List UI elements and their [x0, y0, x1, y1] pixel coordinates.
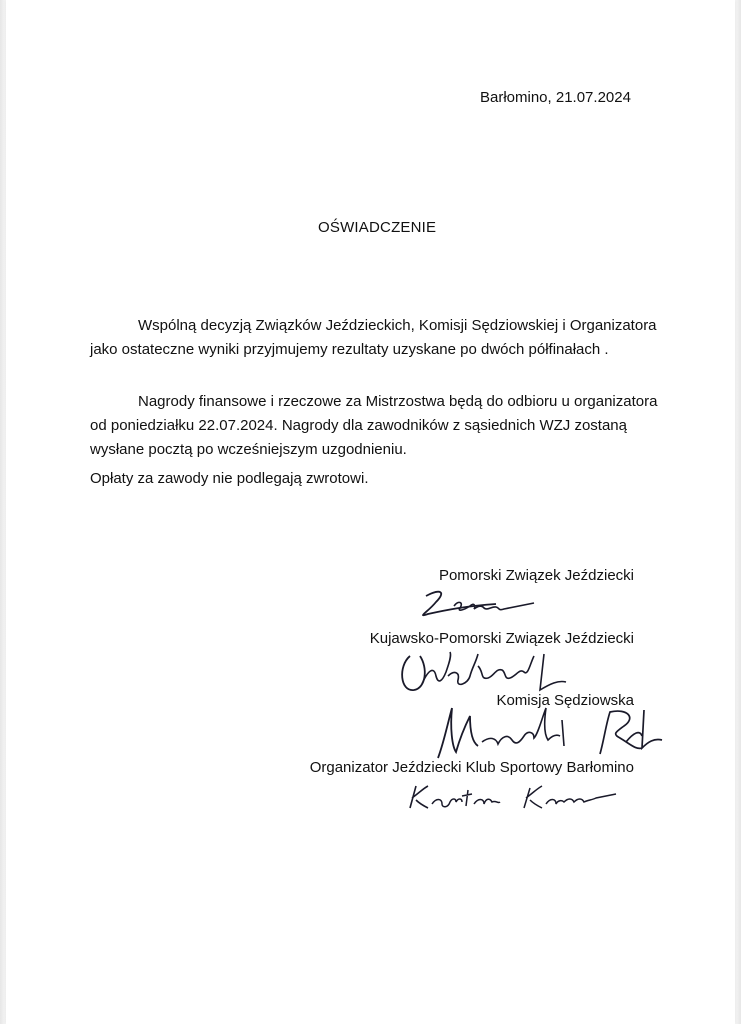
document-title: OŚWIADCZENIE — [318, 219, 437, 236]
handwritten-signature — [430, 702, 670, 764]
paragraph-text: Wspólną decyzją Związków Jeździeckich, Komisji Sędziowskiej i Organizatora jako ostateczne wyniki przyjmujemy rezultaty uzyskane po dwóch półfinałach . — [90, 317, 657, 358]
paragraph-text: Opłaty za zawody nie podlegają zwrotowi. — [90, 470, 369, 487]
paragraph-decision — [90, 314, 660, 362]
handwritten-signature — [402, 780, 642, 814]
signatory-name: Organizator Jeździecki Klub Sportowy Barłomino — [309, 759, 634, 776]
paragraph-prizes — [90, 390, 660, 462]
signatory-name: Pomorski Związek Jeździecki — [438, 567, 634, 584]
paragraph-fees — [90, 467, 660, 491]
signatory-name: Kujawsko-Pomorski Związek Jeździecki — [369, 630, 634, 647]
handwritten-signature — [406, 584, 586, 624]
paragraph-text: Nagrody finansowe i rzeczowe za Mistrzostwa będą do odbioru u organizatora od poniedziałku 22.07.2024. Nagrody dla zawodników z sąsiednich WZJ zostaną wysłane pocztą po wcześniejszym uzgodnieniu. — [90, 393, 658, 458]
place-date: Barłomino, 21.07.2024 — [480, 89, 631, 106]
signatory-name: Komisja Sędziowska — [496, 692, 634, 709]
scan-edge-right — [735, 0, 741, 1024]
document-page — [6, 0, 735, 1024]
